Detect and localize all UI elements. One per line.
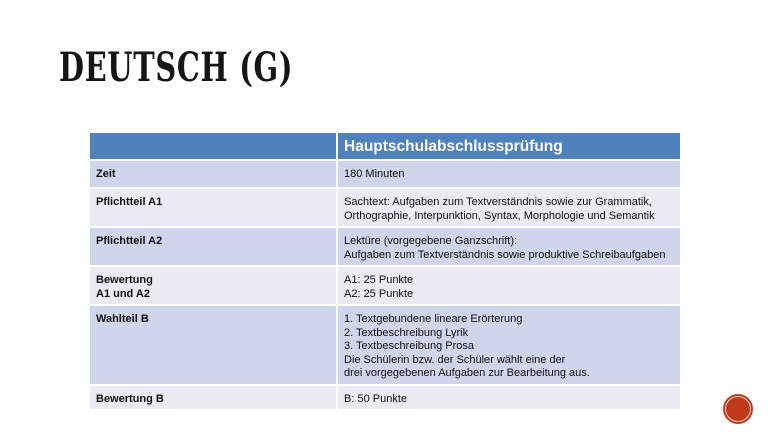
- row-content-line: 2. Textbeschreibung Lyrik: [344, 326, 469, 339]
- row-label: A1 und A2: [96, 287, 150, 300]
- slide-title: DEUTSCH (G): [59, 44, 294, 91]
- row-content-line: A1: 25 Punkte: [344, 274, 414, 286]
- row-label-cell: [90, 266, 337, 305]
- row-label-cell: [90, 188, 337, 227]
- row-content-cell: [337, 266, 680, 305]
- row-content-line: 1. Textgebundene lineare Erörterung: [344, 313, 523, 325]
- header-cell-empty: [90, 133, 337, 160]
- row-content-cell: [337, 188, 680, 227]
- row-content-cell: [337, 227, 680, 266]
- row-content-cell: [337, 160, 680, 188]
- table-row: [90, 188, 680, 227]
- row-label: Pflichtteil A1: [96, 196, 163, 208]
- row-label-cell: [90, 227, 337, 266]
- row-content-line: B: 50 Punkte: [344, 392, 407, 405]
- table-row: [90, 385, 680, 411]
- row-label: Bewertung: [96, 274, 153, 286]
- table-row: [90, 160, 680, 188]
- row-content-line: Aufgaben zum Textverständnis sowie produktive Schreibaufgaben: [344, 248, 666, 261]
- row-label-cell: [90, 305, 337, 385]
- table-row: [90, 227, 680, 266]
- row-content-line: Lektüre (vorgegebene Ganzschrift):: [344, 235, 518, 247]
- row-label-cell: [90, 160, 337, 188]
- row-content-line: Die Schülerin bzw. der Schüler wählt eine der: [344, 353, 566, 366]
- row-label: Pflichtteil A2: [96, 235, 163, 247]
- row-content-line: 180 Minuten: [344, 168, 405, 180]
- row-content-line: drei vorgegebenen Aufgaben zur Bearbeitung aus.: [344, 367, 590, 379]
- header-cell-title: Hauptschulabschlussprüfung: [337, 133, 680, 160]
- row-label: Zeit: [96, 168, 116, 180]
- table-header-row: [90, 133, 680, 160]
- row-content-line: Orthographie, Interpunktion, Syntax, Morphologie und Semantik: [344, 209, 655, 222]
- row-content-line: 3. Textbeschreibung Prosa: [344, 340, 475, 352]
- row-label: Wahlteil B: [96, 313, 149, 325]
- table-row: [90, 266, 680, 305]
- slide-number-badge-icon: [723, 394, 753, 424]
- row-content-cell: [337, 385, 680, 411]
- exam-table: [90, 133, 680, 411]
- row-content-line: Sachtext: Aufgaben zum Textverständnis sowie zur Grammatik,: [344, 196, 652, 208]
- table-row: [90, 305, 680, 385]
- row-label-cell: [90, 385, 337, 411]
- row-content-line: A2: 25 Punkte: [344, 287, 414, 300]
- row-label: Bewertung B: [96, 392, 164, 405]
- row-content-cell: [337, 305, 680, 385]
